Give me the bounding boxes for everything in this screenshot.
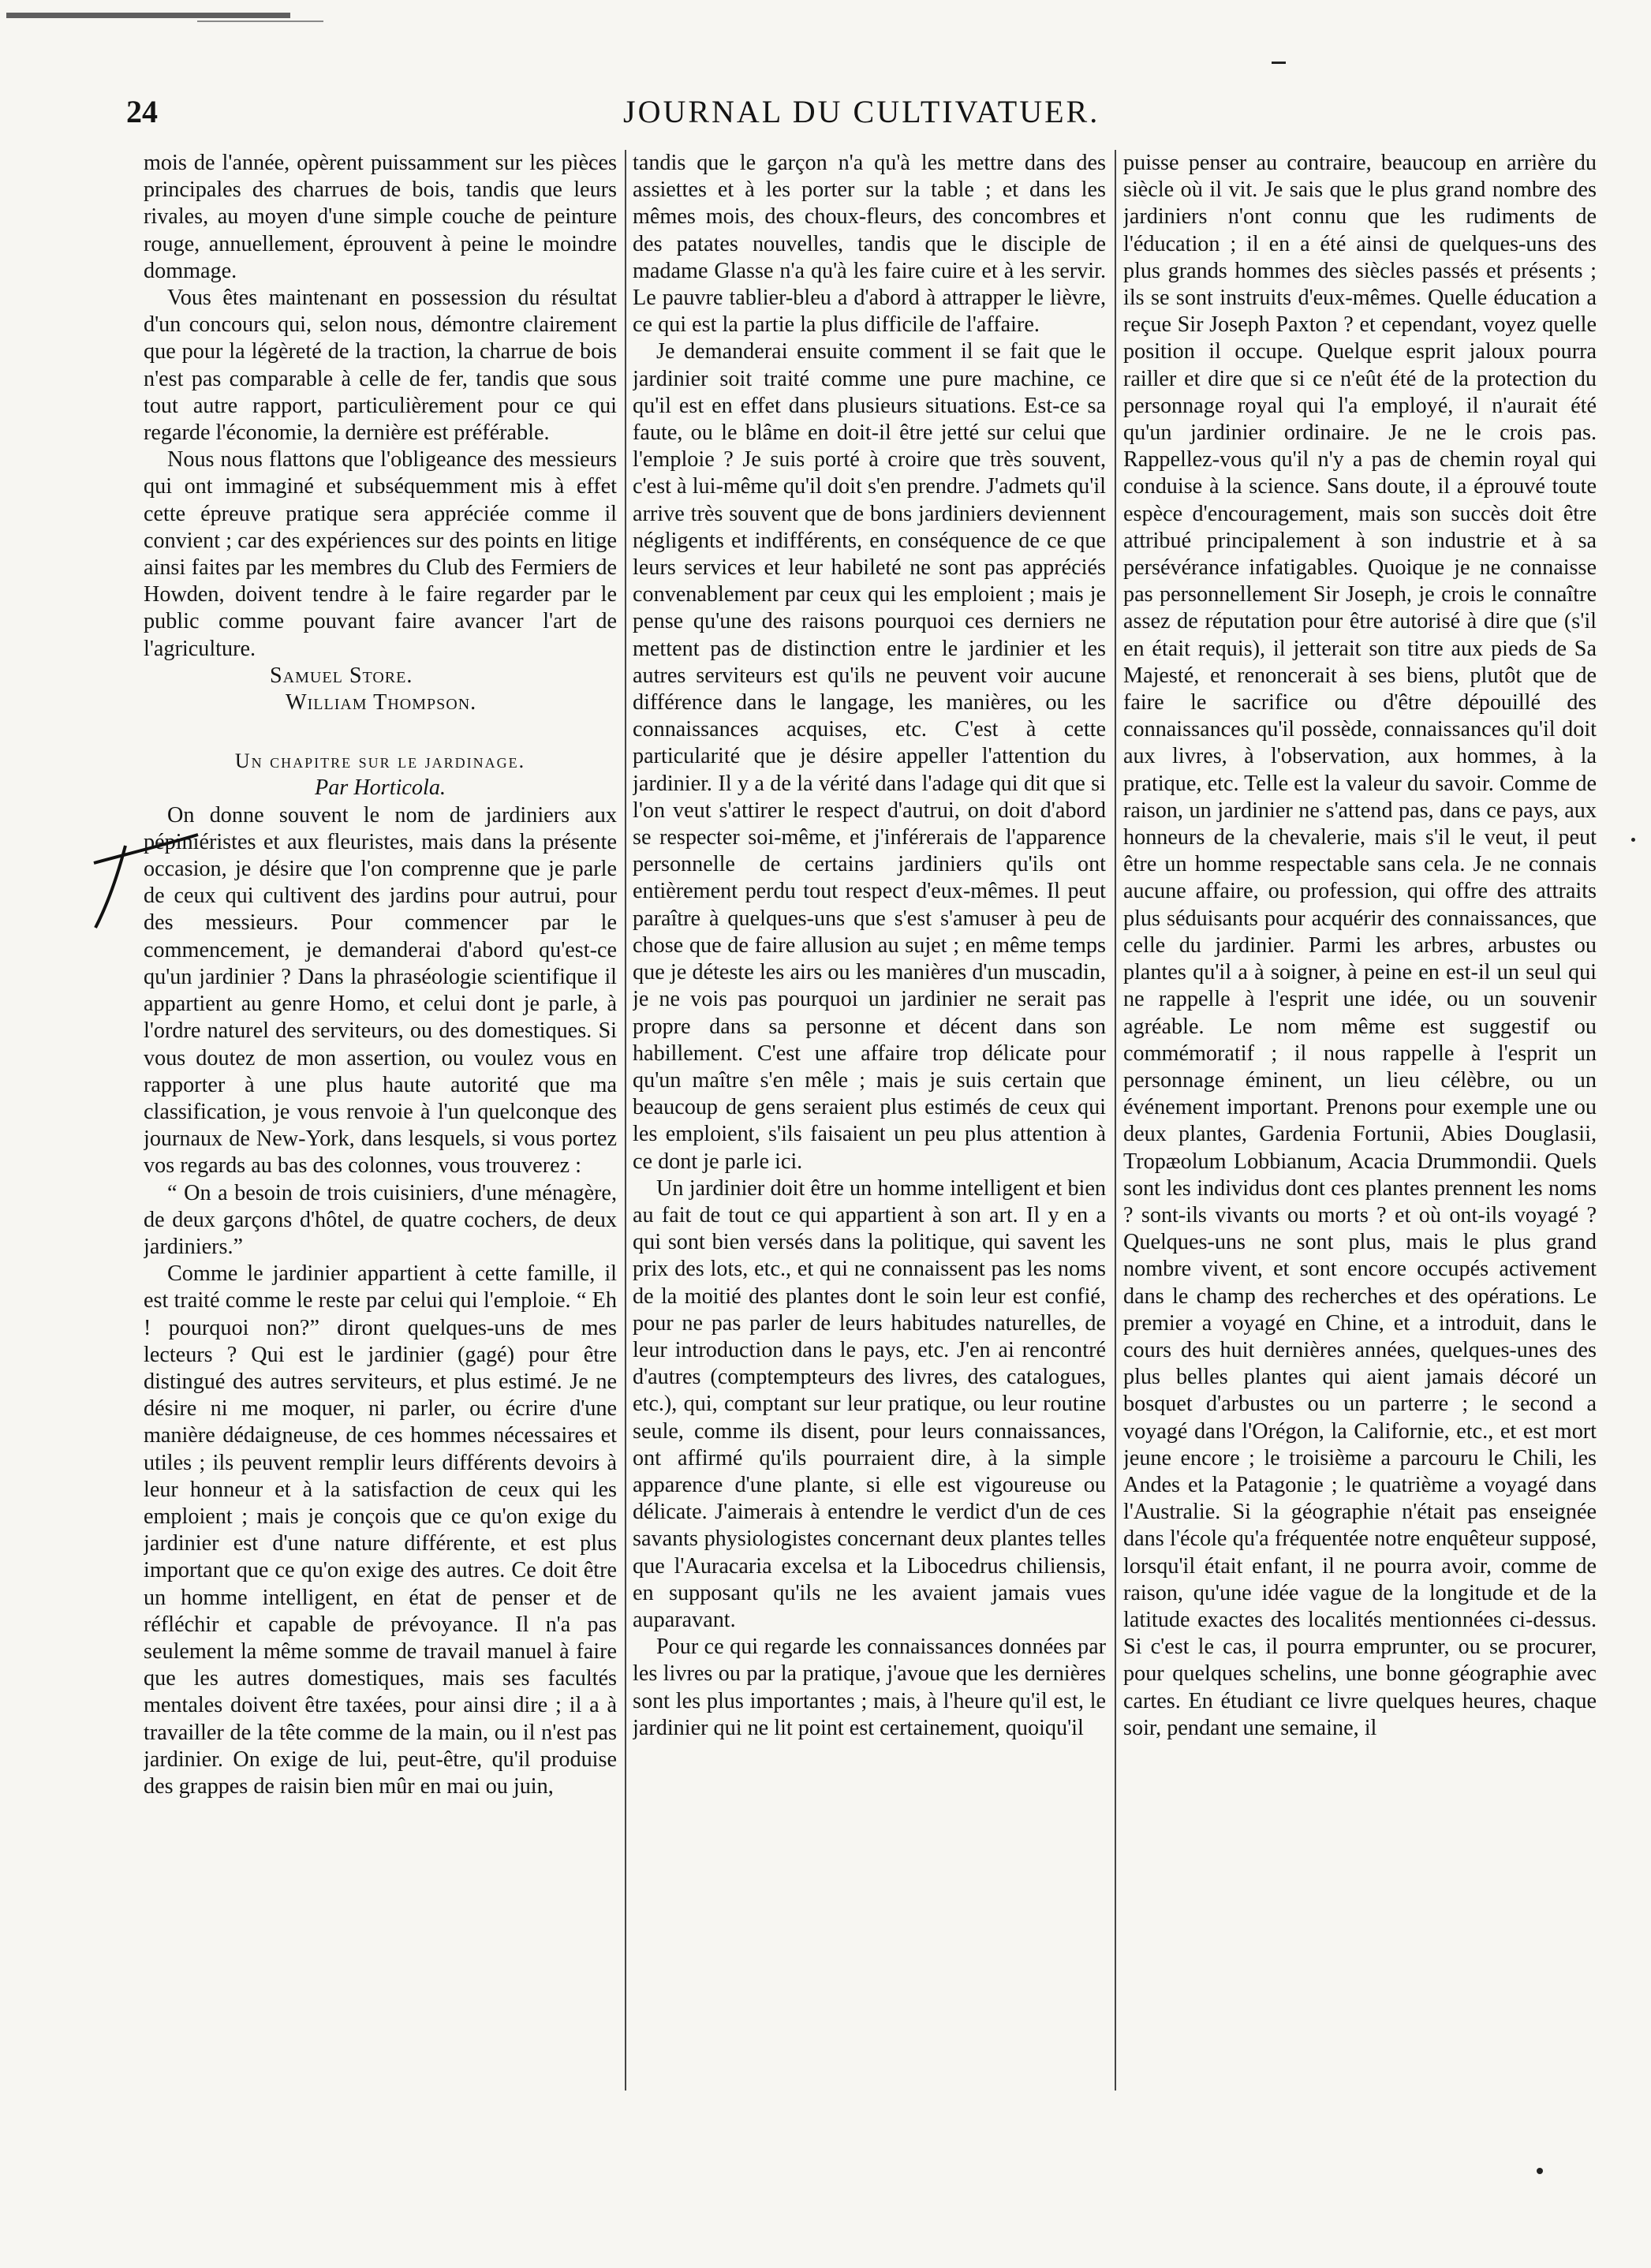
paragraph: Je demanderai ensuite comment il se fait que le jardinier soit traité comme une pure machine, ce qu'il est en effet dans plusieurs situations. Est-ce sa faute, ou le blâme en doit-il être jetté sur celui que l'emploie ? Je suis porté à croire que très souvent, c'est à lui-même qu'il doit s'en prendre. J'admets qu'il arrive très souvent que de bons jardiniers deviennent négligents et indifférents, en conséquence de ce que leurs services et leur habileté ne sont pas appréciés convenablement par ceux qui les emploient ; mais je pense qu'une des raisons pourquoi ces derniers ne mettent pas de distinction entre le jardinier et les autres serviteurs est qu'ils ne peuvent voir aucune différence dans le langage, les manières, ou les connaissances acquises, etc. C'est à cette particularité que je désire appeller l'attention du jardinier. Il y a de la vérité dans l'adage qui dit que si l'on veut s'attirer le respect d'autrui, on doit d'abord se respecter soi-même, et j'inférerais de l'apparence personnelle de certains jardiniers qu'ils ont entièrement perdu tout respect d'eux-mêmes. Il peut paraître à quelques-uns que s'est s'amuser à peu de chose que de faire allusion au sujet ; en même temps que je déteste les airs ou les manières d'un muscadin, je ne vois pas pourquoi un jardinier ne serait pas propre dans sa personne et décent dans son habillement. C'est une affaire trop délicate pour qu'un maître s'en mêle ; mais je suis certain que beaucoup de gens seraient plus estimés de ceux qui les emploient, s'ils faisaient un peu plus attention à ce dont je parle ici. [633,339,1106,1174]
column-1 [144,150,617,2098]
page-header [126,93,1609,140]
scan-top-mark-faint [197,21,323,22]
paragraph: tandis que le garçon n'a qu'à les mettre dans des assiettes et à les porter sur la table ; et dans les mêmes mois, des choux-fleurs, des concombres et des patates nouvelles, tandis que le disciple de madame Glasse n'a qu'à les faire cuire et à les servir. Le pauvre tablier-bleu a d'abord à attrapper le lièvre, ce qui est la partie la plus difficile de l'affaire. [633,151,1106,338]
paragraph: Nous nous flattons que l'obligeance des messieurs qui ont immaginé et subséquemment mis à effet cette épreuve pratique sera appréciée comme il convient ; car des expériences sur des points en litige ainsi faites par les membres du Club des Fermiers de Howden, doivent tendre à le faire regarder par le public comme pouvant faire avancer l'art de l'agriculture. [144,447,617,661]
column-divider [1115,150,1116,2091]
signature-1: Samuel Store. [270,663,413,688]
quotation: “ On a besoin de trois cuisiniers, d'une ménagère, de deux garçons d'hôtel, de quatre cochers, de deux jardiniers.” [144,1180,617,1259]
article-title: Un chapitre sur le jardinage. [234,749,526,773]
paragraph: puisse penser au contraire, beaucoup en arrière du siècle où il vit. Je sais que le plus grand nombre des jardiniers n'ont connu que les rudiments de l'éducation ; il en a été ainsi de quelques-uns des plus grands hommes des siècles passés et présents ; ils se sont instruits d'eux-mêmes. Quelle éducation a reçue Sir Joseph Paxton ? et cependant, voyez quelle position il occupe. Quelque esprit jaloux pourra railler et dire que si ce n'eût été de la protection du personnage royal qui l'a employé, il n'aurait été qu'un jardinier ordinaire. Je ne le crois pas. Rappellez-vous qu'il n'y a pas de chemin royal qui conduise à la science. Sans doute, il a éprouvé toute espèce d'encouragement, mais son succès doit être attribué principalement à son industrie et à sa persévérance infatigables. Quoique je ne connaisse pas personnellement Sir Joseph, je crois le connaître assez de réputation pour être autorisé à dire que (s'il en était requis), il jetterait son titre aux pieds de Sa Majesté, et renoncerait à ses biens, plutôt que de faire le sacrifice ou d'être dépouillé des connaissances qu'il possède, connaissances qu'il doit aux livres, à l'observation, aux hommes, à la pratique, etc. Telle est la valeur du savoir. Comme de raison, un jardinier ne s'attend pas, dans ce pays, aux honneurs de la chevalerie, mais s'il le veut, il peut être un homme respectable sans cela. Je ne connais aucune affaire, ou profession, qui offre des attraits plus séduisants pour acquérir des connaissances, que celle du jardinier. Parmi les arbres, arbustes ou plantes qu'il a à soigner, à peine en est-il un seul qui ne rappelle à l'esprit une idée, ou un souvenir agréable. Le nom même est suggestif ou commémoratif ; il nous rappelle à l'esprit un personnage éminent, un lieu célèbre, ou un événement important. Prenons pour exemple une ou deux plantes, Gardenia Fortunii, Abies Douglasii, Tropæolum Lobbianum, Acacia Drummondii. Quels sont les individus dont ces plantes prennent les noms ? sont-ils vivants ou morts ? et où ont-ils voyagé ? Quelques-uns ne sont plus, mais le plus grand nombre vivent, et sont encore occupés activement dans le champ des recherches et des opérations. Le premier a voyagé en Chine, et a introduit, dans le cours des huit dernières années, quelques-unes des plus belles plantes qui aient jamais décoré un bosquet d'arbustes ou un parterre ; le second a voyagé dans l'Orégon, la Californie, etc., et est mort jeune encore ; le troisième a parcouru le Chili, les Andes et la Patagonie ; le quatrième a voyagé dans l'Australie. Si la géographie n'était pas enseignée dans l'école qu'a fréquentée notre enquêteur supposé, lorsqu'il était enfant, il ne pourra avoir, comme de raison, qu'une idée vague de la longitude et de la latitude exactes des localités mentionnées ci-dessus. Si c'est le cas, il pourra emprunter, ou se procurer, pour quelques schelins, une bonne géographie avec cartes. En étudiant ce livre quelques heures, chaque soir, pendant une semaine, il [1123,151,1597,1740]
page-number: 24 [126,94,158,129]
signature-2: William Thompson. [286,690,477,716]
scan-top-mark [6,13,290,18]
running-title: JOURNAL DU CULTIVATUER. [623,94,1100,129]
paragraph: Comme le jardinier appartient à cette famille, il est traité comme le reste par celui qui l'emploie. “ Eh ! pourquoi non?” diront quelques-uns de mes lecteurs ? Qui est le jardinier (gagé) pour être distingué des autres serviteurs, et plus estimé. Je ne désire ni me moquer, ni parler, ou écrire d'une manière dédaigneuse, de ces hommes nécessaires et utiles ; ils peuvent remplir leurs différents devoirs à leur honneur et à la satisfaction de ceux qui les emploient ; mais je conçois que ce qu'on exige du jardinier est d'une nature différente, et est plus important que ce qu'on exige des autres. Ce doit être un homme intelligent, en état de penser et de réfléchir et capable de prévoyance. Il n'a pas seulement la même somme de travail manuel à faire que les autres domestiques, mais ses facultés mentales doivent être taxées, pour ainsi dire ; il a à travailler de la tête comme de la main, ou il n'est pas jardinier. On exige de lui, peut-être, qu'il produise des grappes de raisin bien mûr en mai ou juin, [144,1261,617,1799]
ink-dot [1537,2168,1543,2174]
column-divider [625,150,626,2091]
column-2 [633,150,1106,2098]
paragraph: On donne souvent le nom de jardiniers aux pépiniéristes et aux fleuristes, mais dans la présente occasion, je désire que l'on comprenne que je parle de ceux qui cultivent des jardins pour autrui, pour des messieurs. Pour commencer par le commencement, je demanderai d'abord qu'est-ce qu'un jardinier ? Dans la phraséologie scientifique il appartient au genre Homo, et celui dont je parle, à l'ordre naturel des serviteurs, ou des domestiques. Si vous doutez de mon assertion, ou voulez vous en rapporter à une plus haute autorité que ma classification, je vous renvoie à l'un quelconque des journaux de New-York, dans lesquels, si vous portez vos regards au bas des colonnes, vous trouverez : [144,802,617,1179]
paragraph: Pour ce qui regarde les connaissances données par les livres ou par la pratique, j'avoue que les dernières sont les plus importantes ; mais, à l'heure qu'il est, le jardinier qui ne lit point est certainement, quoiqu'il [633,1635,1106,1740]
dash-mark [1272,62,1286,64]
paragraph: mois de l'année, opèrent puissamment sur les pièces principales des charrues de bois, tandis que leurs rivales, au moyen d'une simple couche de peinture rouge, annuellement, éprouvent à peine le moindre dommage. [144,151,617,283]
paragraph: Un jardinier doit être un homme intelligent et bien au fait de tout ce qui appartient à son art. Il y en a qui sont bien versés dans la politique, qui savent les prix des lots, etc., et qui ne connaissent pas les noms de la moitié des plantes dont le soin leur est confié, pour ne pas parler de leurs habitudes naturelles, de leur introduction dans le pays, etc. J'en ai rencontré d'autres (comptempteurs des livres, des catalogues, etc.), qui, comptant sur leur pratique, ou leur routine seule, comme ils disent, pour leurs connaissances, ont affirmé qu'ils pourraient dire, à la simple apparence d'une plante, si elle est vigoureuse ou délicate. J'aimerais à entendre le verdict d'un de ces savants physiologistes concernant deux plantes telles que l'Auracaria excelsa et la Libocedrus chiliensis, en supposant qu'ils ne les avaient jamais vues auparavant. [633,1175,1106,1632]
paragraph: Vous êtes maintenant en possession du résultat d'un concours qui, selon nous, démontre clairement que pour la légèreté de la traction, la charrue de bois n'est pas comparable à celle de fer, tandis que sous tout autre rapport, particulièrement pour ce qui regarde l'économie, la dernière est préférable. [144,286,617,446]
article-columns [144,150,1611,2098]
article-byline: Par Horticola. [315,775,446,801]
column-3 [1123,150,1597,2098]
ink-dot [1631,838,1635,842]
